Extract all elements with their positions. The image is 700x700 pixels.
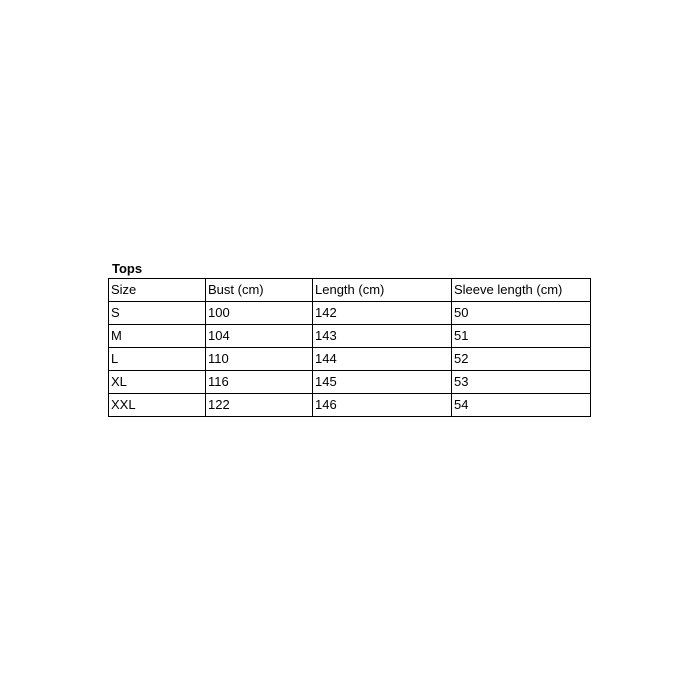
table-cell-bust: 100 [206, 302, 313, 325]
header-cell-bust: Bust (cm) [206, 279, 313, 302]
table-cell-bust: 110 [206, 348, 313, 371]
table-row [109, 348, 591, 371]
table-cell-size: L [109, 348, 206, 371]
size-table [108, 278, 591, 417]
section-title: Tops [112, 261, 143, 276]
table-row [109, 325, 591, 348]
table-header-row [109, 279, 591, 302]
table-cell-size: XL [109, 371, 206, 394]
table-row [109, 394, 591, 417]
table-cell-length: 143 [313, 325, 452, 348]
table-cell-bust: 104 [206, 325, 313, 348]
table-cell-bust: 116 [206, 371, 313, 394]
table-cell-size: M [109, 325, 206, 348]
header-cell-size: Size [109, 279, 206, 302]
table-cell-length: 145 [313, 371, 452, 394]
table-row [109, 371, 591, 394]
table-cell-sleeve-length: 50 [452, 302, 591, 325]
table-cell-size: XXL [109, 394, 206, 417]
table-cell-bust: 122 [206, 394, 313, 417]
table-cell-sleeve-length: 51 [452, 325, 591, 348]
table-row [109, 302, 591, 325]
table-cell-size: S [109, 302, 206, 325]
table-cell-length: 146 [313, 394, 452, 417]
table-cell-length: 144 [313, 348, 452, 371]
table-cell-length: 142 [313, 302, 452, 325]
header-cell-length: Length (cm) [313, 279, 452, 302]
table-cell-sleeve-length: 52 [452, 348, 591, 371]
table-cell-sleeve-length: 54 [452, 394, 591, 417]
header-cell-sleeve-length: Sleeve length (cm) [452, 279, 591, 302]
table-cell-sleeve-length: 53 [452, 371, 591, 394]
